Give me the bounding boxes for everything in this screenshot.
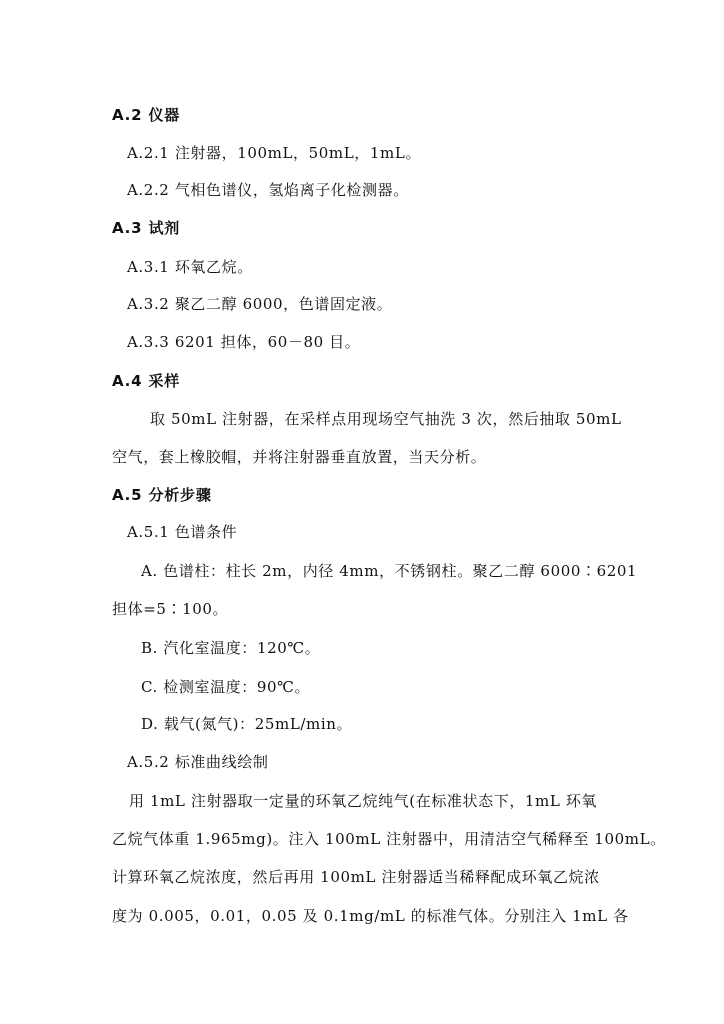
- section-heading-a2: A.2 仪器: [112, 106, 181, 124]
- item-a3-3: A.3.3 6201 担体，60－80 目。: [127, 333, 361, 351]
- paragraph-a4-line-1: 取 50mL 注射器，在采样点用现场空气抽洗 3 次，然后抽取 50mL: [150, 410, 622, 428]
- item-a5-2: A.5.2 标准曲线绘制: [127, 753, 269, 771]
- paragraph-a5-2-line-4: 度为 0.005，0.01，0.05 及 0.1mg/mL 的标准气体。分别注入 1mL 各: [112, 907, 629, 925]
- paragraph-a5-2-line-3: 计算环氧乙烷浓度，然后再用 100mL 注射器适当稀释配成环氧乙烷浓: [112, 868, 600, 886]
- item-a3-2: A.3.2 聚乙二醇 6000，色谱固定液。: [127, 295, 393, 313]
- condition-a-line-1: A. 色谱柱：柱长 2m，内径 4mm，不锈钢柱。聚乙二醇 6000∶6201: [141, 562, 638, 580]
- condition-c: C. 检测室温度：90℃。: [141, 678, 311, 696]
- section-heading-a4: A.4 采样: [112, 372, 181, 390]
- section-heading-a5: A.5 分析步骤: [112, 486, 212, 504]
- item-a2-1: A.2.1 注射器，100mL，50mL，1mL。: [127, 144, 422, 162]
- section-heading-a3: A.3 试剂: [112, 219, 181, 237]
- item-a3-1: A.3.1 环氧乙烷。: [127, 258, 253, 276]
- paragraph-a4-line-2: 空气，套上橡胶帽，并将注射器垂直放置，当天分析。: [112, 448, 487, 466]
- item-a5-1: A.5.1 色谱条件: [127, 523, 238, 541]
- condition-b: B. 汽化室温度：120℃。: [141, 639, 321, 657]
- paragraph-a5-2-line-1: 用 1mL 注射器取一定量的环氧乙烷纯气(在标准状态下，1mL 环氧: [129, 792, 598, 810]
- paragraph-a5-2-line-2: 乙烷气体重 1.965mg)。注入 100mL 注射器中，用清洁空气稀释至 100mL。: [112, 830, 666, 848]
- item-a2-2: A.2.2 气相色谱仪，氢焰离子化检测器。: [127, 181, 409, 199]
- condition-d: D. 载气(氮气)：25mL/min。: [141, 715, 353, 733]
- condition-a-line-2: 担体=5∶100。: [112, 600, 229, 618]
